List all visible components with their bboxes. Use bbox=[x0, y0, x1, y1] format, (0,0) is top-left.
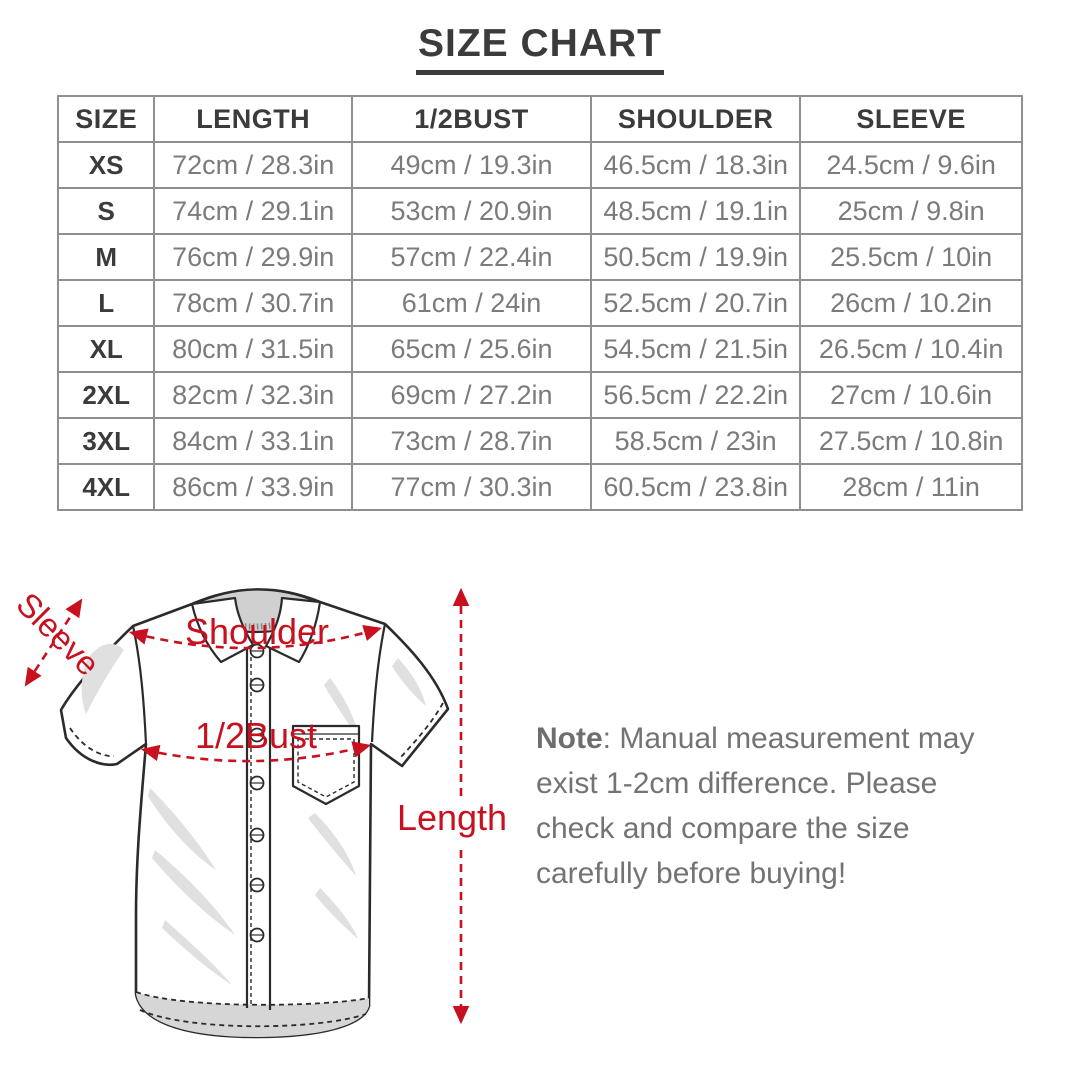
value-cell: 73cm / 28.7in bbox=[352, 418, 591, 464]
size-cell: 4XL bbox=[58, 464, 154, 510]
page-title: SIZE CHART bbox=[416, 22, 664, 75]
size-cell: XL bbox=[58, 326, 154, 372]
table-row bbox=[58, 234, 1022, 280]
value-cell: 52.5cm / 20.7in bbox=[591, 280, 800, 326]
value-cell: 50.5cm / 19.9in bbox=[591, 234, 800, 280]
value-cell: 49cm / 19.3in bbox=[352, 142, 591, 188]
note-body: : Manual measurement may exist 1-2cm difference. Please check and compare the size carefully before buying! bbox=[536, 722, 975, 890]
title-wrap bbox=[0, 22, 1080, 75]
table-row bbox=[58, 188, 1022, 234]
value-cell: 48.5cm / 19.1in bbox=[591, 188, 800, 234]
size-cell: XS bbox=[58, 142, 154, 188]
table-header-row bbox=[58, 96, 1022, 142]
col-header-length: LENGTH bbox=[154, 96, 352, 142]
value-cell: 61cm / 24in bbox=[352, 280, 591, 326]
value-cell: 78cm / 30.7in bbox=[154, 280, 352, 326]
table-row bbox=[58, 280, 1022, 326]
value-cell: 76cm / 29.9in bbox=[154, 234, 352, 280]
value-cell: 27cm / 10.6in bbox=[800, 372, 1022, 418]
value-cell: 25.5cm / 10in bbox=[800, 234, 1022, 280]
table-row bbox=[58, 372, 1022, 418]
value-cell: 54.5cm / 21.5in bbox=[591, 326, 800, 372]
value-cell: 57cm / 22.4in bbox=[352, 234, 591, 280]
value-cell: 25cm / 9.8in bbox=[800, 188, 1022, 234]
table-row bbox=[58, 464, 1022, 510]
shirt-outline-icon bbox=[61, 589, 448, 1037]
size-cell: L bbox=[58, 280, 154, 326]
col-header-shoulder: SHOULDER bbox=[591, 96, 800, 142]
value-cell: 56.5cm / 22.2in bbox=[591, 372, 800, 418]
size-cell: 3XL bbox=[58, 418, 154, 464]
value-cell: 24.5cm / 9.6in bbox=[800, 142, 1022, 188]
size-cell: M bbox=[58, 234, 154, 280]
col-header-size: SIZE bbox=[58, 96, 154, 142]
shoulder-label: Shoulder bbox=[184, 611, 330, 652]
value-cell: 58.5cm / 23in bbox=[591, 418, 800, 464]
value-cell: 27.5cm / 10.8in bbox=[800, 418, 1022, 464]
note-text bbox=[536, 716, 998, 896]
value-cell: 60.5cm / 23.8in bbox=[591, 464, 800, 510]
value-cell: 46.5cm / 18.3in bbox=[591, 142, 800, 188]
value-cell: 53cm / 20.9in bbox=[352, 188, 591, 234]
value-cell: 82cm / 32.3in bbox=[154, 372, 352, 418]
value-cell: 84cm / 33.1in bbox=[154, 418, 352, 464]
sleeve-label: Sleeve bbox=[9, 585, 107, 683]
value-cell: 74cm / 29.1in bbox=[154, 188, 352, 234]
value-cell: 65cm / 25.6in bbox=[352, 326, 591, 372]
table-row bbox=[58, 326, 1022, 372]
value-cell: 72cm / 28.3in bbox=[154, 142, 352, 188]
value-cell: 28cm / 11in bbox=[800, 464, 1022, 510]
value-cell: 26.5cm / 10.4in bbox=[800, 326, 1022, 372]
value-cell: 69cm / 27.2in bbox=[352, 372, 591, 418]
bust-label: 1/2Bust bbox=[194, 715, 318, 756]
length-label: Length bbox=[396, 797, 508, 838]
value-cell: 77cm / 30.3in bbox=[352, 464, 591, 510]
size-cell: 2XL bbox=[58, 372, 154, 418]
table-row bbox=[58, 418, 1022, 464]
col-header-sleeve: SLEEVE bbox=[800, 96, 1022, 142]
value-cell: 80cm / 31.5in bbox=[154, 326, 352, 372]
col-header-bust: 1/2BUST bbox=[352, 96, 591, 142]
note-label: Note bbox=[536, 722, 603, 755]
table-row bbox=[58, 142, 1022, 188]
value-cell: 86cm / 33.9in bbox=[154, 464, 352, 510]
size-table bbox=[57, 95, 1023, 511]
value-cell: 26cm / 10.2in bbox=[800, 280, 1022, 326]
shirt-measurement-diagram bbox=[0, 558, 530, 1080]
size-cell: S bbox=[58, 188, 154, 234]
